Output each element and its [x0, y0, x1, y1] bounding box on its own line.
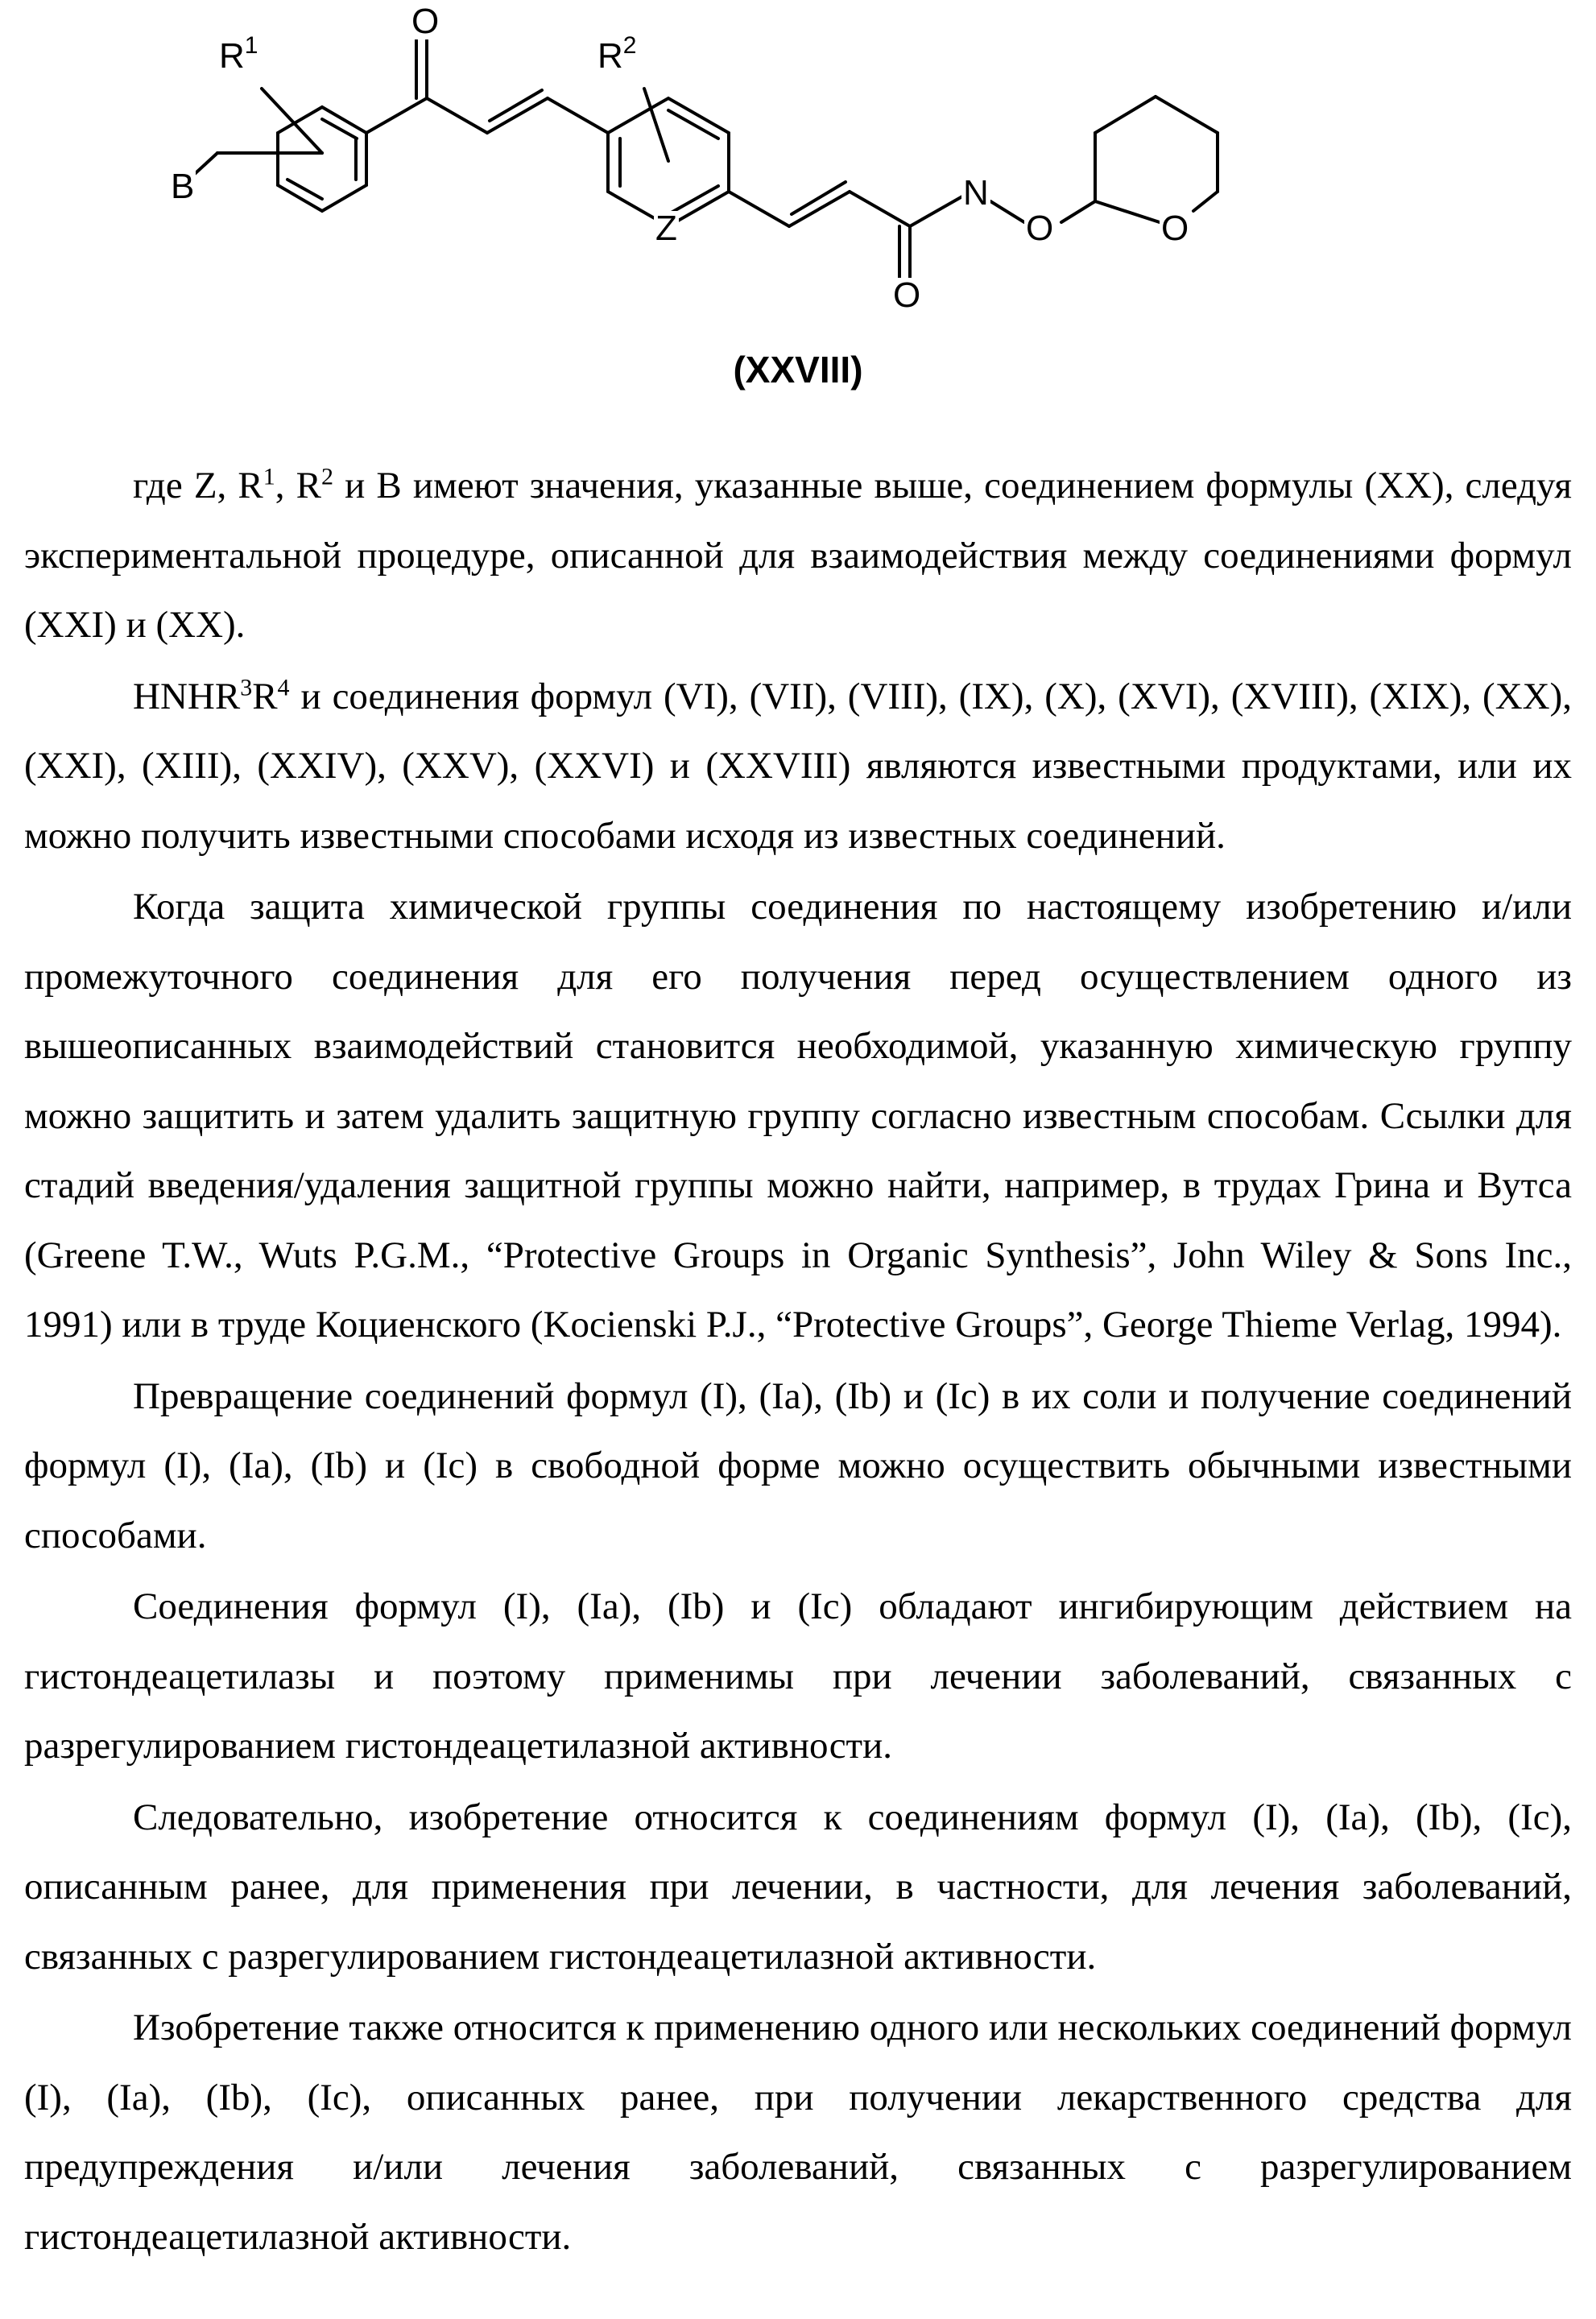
paragraph-7: Изобретение также относится к применению одного или нескольких соединений формул (I), (Ia), (Ib), (Ic), описанных ранее, при получении лекарственного средства для предупреждения и/или лечения заболеваний, связанных с разрегулированием гистондеацетилазной активности.	[24, 1993, 1572, 2271]
amide-oxygen-label: O	[891, 278, 922, 313]
b-label: B	[169, 169, 196, 205]
paragraph-3: Когда защита химической группы соединения по настоящему изобретению и/или промежуточного соединения для его получения перед осуществлением одного из вышеописанных взаимодействий становится необходимой, указанную химическую группу можно защитить и затем удалить защитную группу согласно известным способам. Ссылки для стадий введения/удаления защитной группы можно найти, например, в трудах Грина и Вутса (Greene T.W., Wuts P.G.M., “Protective Groups in Organic Synthesis”, John Wiley & Sons Inc., 1991) или в труде Коциенского (Kocienski P.J., “Protective Groups”, George Thieme Verlag, 1994).	[24, 872, 1572, 1360]
formula-label: (XXVIII)	[0, 348, 1596, 391]
r2-label: R2	[596, 39, 638, 74]
paragraph-6: Следовательно, изобретение относится к соединениям формул (I), (Ia), (Ib), (Ic), описанным ранее, для применения при лечении, в частности, для лечения заболеваний, связанных с разрегулированием гистондеацетилазной активности.	[24, 1783, 1572, 1992]
ring-oxygen-label: O	[1160, 211, 1190, 246]
chemical-structure	[0, 0, 1596, 403]
paragraph-2: HNHR3R4 и соединения формул (VI), (VII), (VIII), (IX), (X), (XVI), (XVIII), (XIX), (XX), (XXI), (XIII), (XXIV), (XXV), (XXVI) и (XXVIII) являются известными продуктами, или их можно получить известными способами исходя из известных соединений.	[24, 662, 1572, 871]
linker-oxygen-label: O	[1024, 211, 1055, 246]
paragraph-4: Превращение соединений формул (I), (Ia), (Ib) и (Ic) в их соли и получение соединений формул (I), (Ia), (Ib) и (Ic) в свободной форме можно осуществить обычными известными способами.	[24, 1362, 1572, 1571]
paragraph-5: Соединения формул (I), (Ia), (Ib) и (Ic) обладают ингибирующим действием на гистондеацетилазы и поэтому применимы при лечении заболеваний, связанных с разрегулированием гистондеацетилазной активности.	[24, 1572, 1572, 1781]
body-text	[24, 451, 1572, 2271]
z-label: Z	[654, 211, 679, 246]
ketone-oxygen-label: O	[410, 4, 440, 39]
r1-label: R1	[217, 39, 259, 74]
nitrogen-label: N	[961, 176, 990, 211]
paragraph-1: где Z, R1, R2 и B имеют значения, указанные выше, соединением формулы (XX), следуя экспериментальной процедуре, описанной для взаимодействия между соединениями формул (XXI) и (XX).	[24, 451, 1572, 660]
